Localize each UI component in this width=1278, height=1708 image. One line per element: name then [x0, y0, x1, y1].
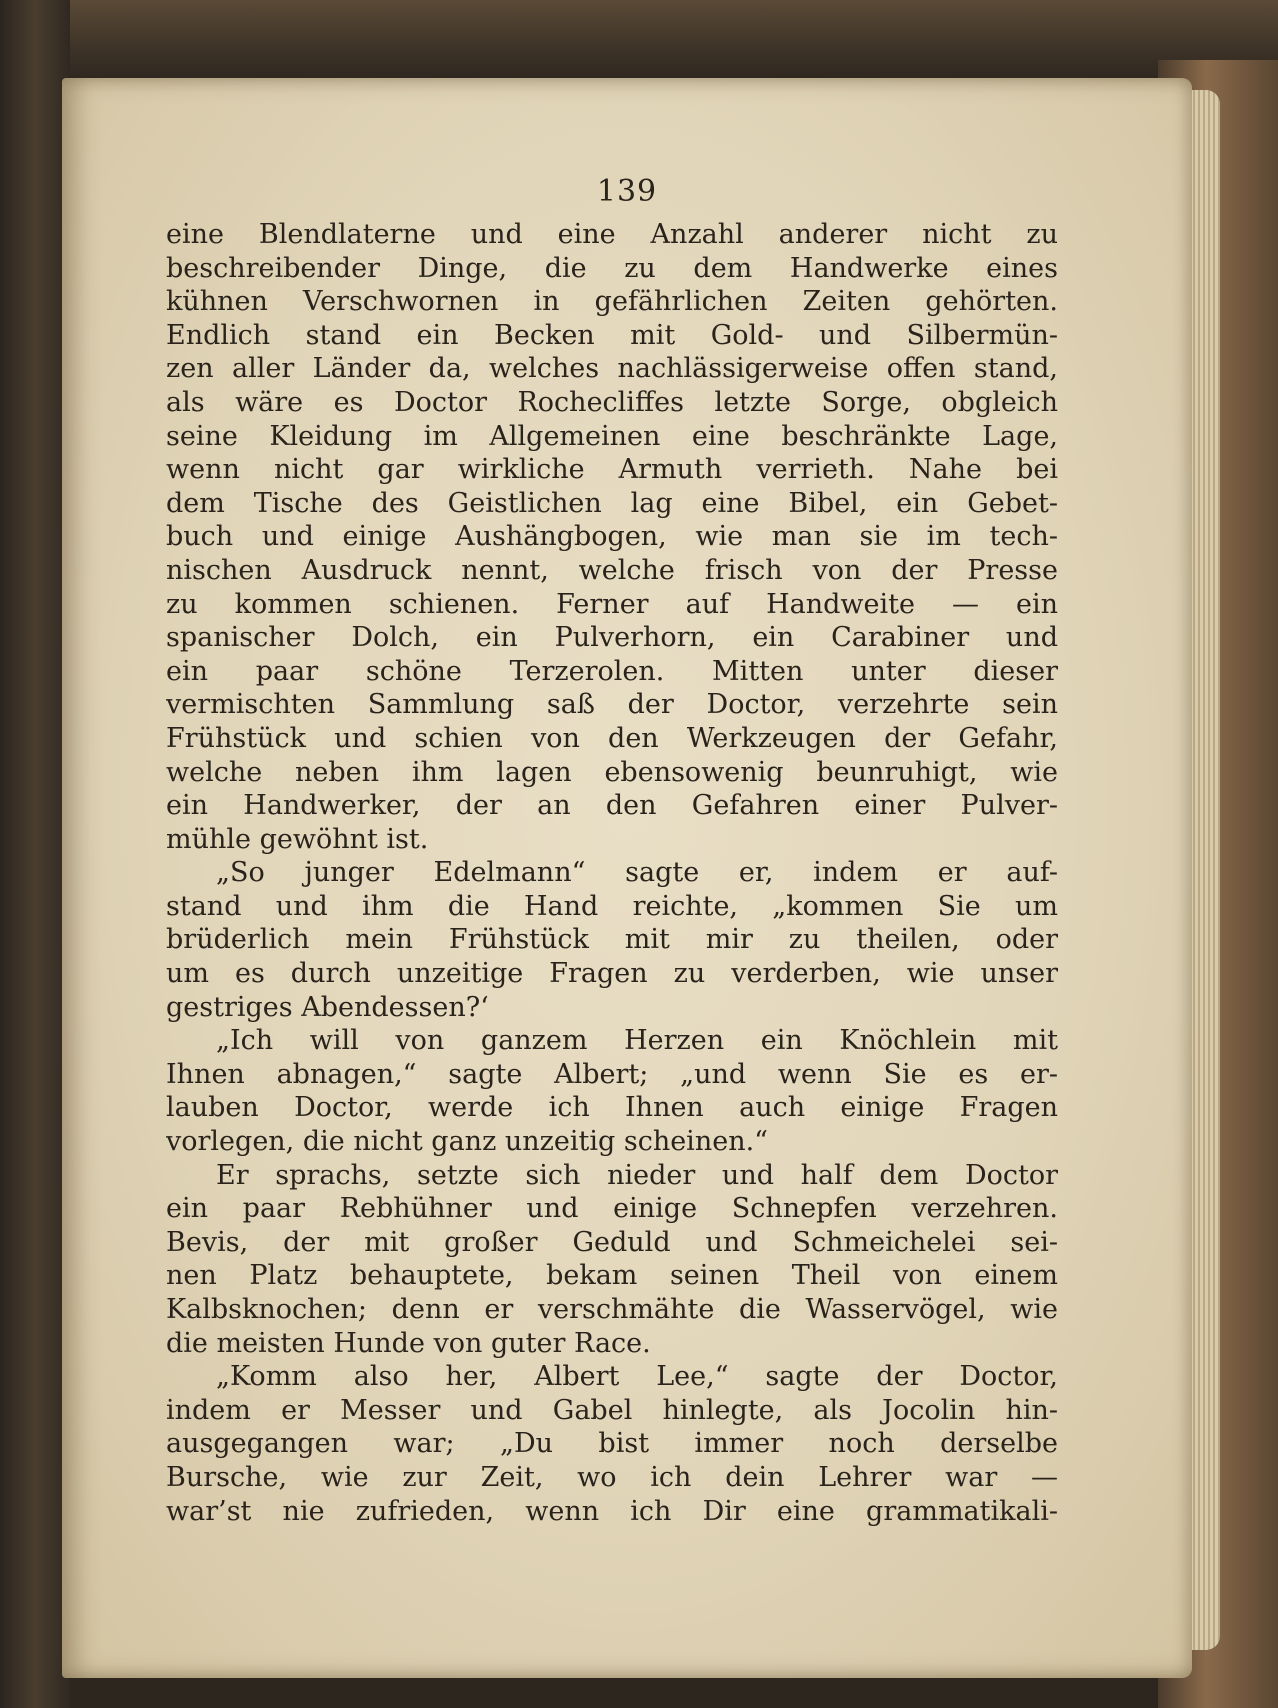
- text-line: Ihnen abnagen,“ sagte Albert; „und wenn Sie es er-: [166, 1058, 1058, 1090]
- left-spine: [0, 0, 70, 1708]
- text-line: Bevis, der mit großer Geduld und Schmeichelei sei-: [166, 1226, 1058, 1258]
- text-line: ein paar Rebhühner und einige Schnepfen verzehren.: [166, 1193, 1058, 1225]
- text-line: zu kommen schienen. Ferner auf Handweite — ein: [166, 588, 1058, 620]
- text-line: dem Tische des Geistlichen lag eine Bibel, ein Gebet-: [166, 487, 1058, 519]
- text-line: vermischten Sammlung saß der Doctor, verzehrte sein: [166, 689, 1058, 721]
- text-line: lauben Doctor, werde ich Ihnen auch einige Fragen: [166, 1092, 1058, 1124]
- text-line: wenn nicht gar wirkliche Armuth verrieth. Nahe bei: [166, 454, 1058, 486]
- text-line: „Ich will von ganzem Herzen ein Knöchlein mit: [216, 1025, 1058, 1057]
- text-line: war’st nie zufrieden, wenn ich Dir eine grammatikali-: [166, 1495, 1058, 1527]
- page-number: 139: [596, 174, 658, 209]
- text-line: nen Platz behauptete, bekam seinen Theil von einem: [166, 1260, 1058, 1292]
- text-line: ein paar schöne Terzerolen. Mitten unter dieser: [166, 655, 1058, 687]
- text-line: ausgegangen war; „Du bist immer noch derselbe: [166, 1428, 1058, 1460]
- text-line: beschreibender Dinge, die zu dem Handwerke eines: [166, 252, 1058, 284]
- text-line: vorlegen, die nicht ganz unzeitig scheinen.“: [166, 1126, 768, 1158]
- text-line: die meisten Hunde von guter Race.: [166, 1327, 651, 1359]
- book-page: [62, 78, 1192, 1678]
- body-text: [166, 218, 1058, 1528]
- text-line: Bursche, wie zur Zeit, wo ich dein Lehrer war —: [166, 1461, 1058, 1493]
- text-line: Er sprachs, setzte sich nieder und half dem Doctor: [216, 1159, 1058, 1191]
- text-line: um es durch unzeitige Fragen zu verderben, wie unser: [166, 958, 1058, 990]
- text-line: „So junger Edelmann“ sagte er, indem er auf-: [216, 857, 1058, 889]
- text-line: ein Handwerker, der an den Gefahren einer Pulver-: [166, 790, 1058, 822]
- text-line: gestriges Abendessen?‘: [166, 991, 489, 1023]
- text-line: brüderlich mein Frühstück mit mir zu theilen, oder: [166, 924, 1058, 956]
- text-line: spanischer Dolch, ein Pulverhorn, ein Carabiner und: [166, 622, 1058, 654]
- text-line: stand und ihm die Hand reichte, „kommen Sie um: [166, 890, 1058, 922]
- text-line: buch und einige Aushängbogen, wie man sie im tech-: [166, 521, 1058, 553]
- text-line: nischen Ausdruck nennt, welche frisch von der Presse: [166, 554, 1058, 586]
- text-line: mühle gewöhnt ist.: [166, 823, 429, 855]
- text-line: kühnen Verschwornen in gefährlichen Zeiten gehörten.: [166, 286, 1058, 318]
- text-line: Endlich stand ein Becken mit Gold- und Silbermün-: [166, 319, 1058, 351]
- text-line: indem er Messer und Gabel hinlegte, als Jocolin hin-: [166, 1394, 1058, 1426]
- text-line: „Komm also her, Albert Lee,“ sagte der Doctor,: [216, 1361, 1058, 1393]
- text-line: seine Kleidung im Allgemeinen eine beschränkte Lage,: [166, 420, 1058, 452]
- text-line: zen aller Länder da, welches nachlässigerweise offen stand,: [166, 353, 1058, 385]
- text-line: welche neben ihm lagen ebensowenig beunruhigt, wie: [166, 756, 1058, 788]
- text-line: Kalbsknochen; denn er verschmähte die Wasservögel, wie: [166, 1294, 1058, 1325]
- text-line: eine Blendlaterne und eine Anzahl anderer nicht zu: [166, 219, 1058, 250]
- text-line: Frühstück und schien von den Werkzeugen der Gefahr,: [166, 722, 1058, 754]
- text-line: als wäre es Doctor Rochecliffes letzte Sorge, obgleich: [166, 386, 1058, 418]
